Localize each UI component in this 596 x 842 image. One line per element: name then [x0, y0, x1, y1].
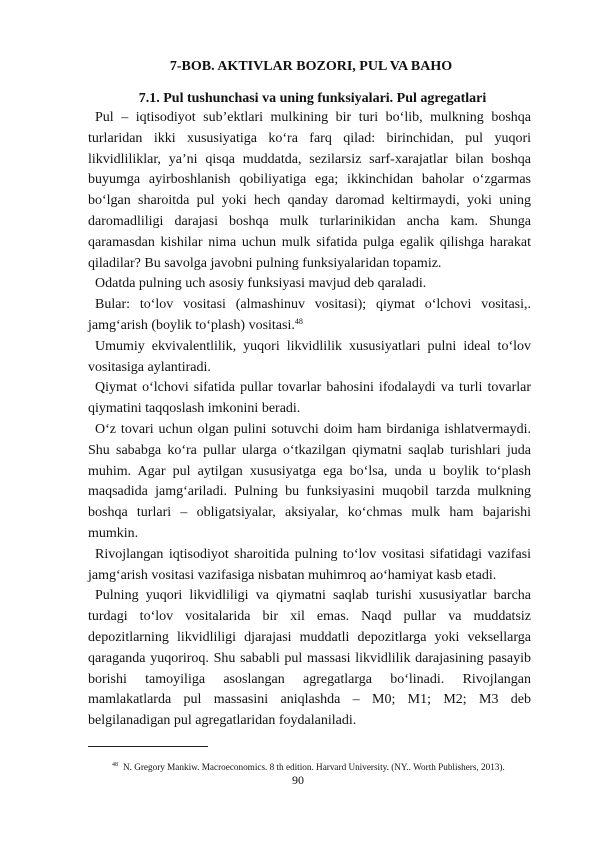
footnote-reference[interactable]: 48 — [294, 316, 303, 326]
page-body — [88, 58, 531, 732]
paragraph-3-text: Bular: to‘lov vositasi (almashinuv vositasi); qiymat o‘lchovi vositasi,. jamg‘arish (boylik to‘plash) vositasi. — [88, 297, 531, 333]
paragraph-1: Pul – iqtisodiyot sub’ektlari mulkining bir turi bo‘lib, mulkning boshqa turlaridan ikki xususiyatiga ko‘ra farq qilad: birinchidan, pul yuqori likvidliliklar, ya’ni qisqa muddatda, sezilarsiz sarf-xarajatlar bilan boshqa buyumga ayirboshlanish qobiliyatiga ega; ikkinchidan baholar o‘zgarmas bo‘lgan sharoitda pul yoki hech qanday daromad keltirmaydi, yoki uning daromadliligi darajasi boshqa mulk turlarinikidan ancha kam. Shunga qaramasdan kishilar nima uchun mulk sifatida pulga egalik qilishga harakat qiladilar? Bu savolga javobni pulning funksiyalaridan topamiz. — [88, 110, 531, 271]
paragraph-3 — [88, 295, 531, 337]
paragraph-5: Qiymat o‘lchovi sifatida pullar tovarlar bahosini ifodalaydi va turli tovarlar qiymatini taqqoslash imkonini beradi. — [88, 380, 531, 417]
paragraph-7: Rivojlangan iqtisodiyot sharoitida pulning to‘lov vositasi sifatidagi vazifasi jamg‘arish vositasi vazifasiga nisbatan muhimroq ao‘hamiyat kasb etadi. — [88, 546, 531, 583]
chapter-title: 7-BOB. AKTIVLAR BOZORI, PUL VA BAHO — [169, 59, 453, 74]
footnote-text: N. Gregory Mankiw. Macroeconomics. 8 th edition. Harvard University. (NY.. Worth Publishers, 2013). — [123, 762, 505, 772]
footnote-number: 48 — [112, 762, 118, 768]
paragraph-6: O‘z tovari uchun olgan pulini sotuvchi doim ham birdaniga ishlatvermaydi. Shu sababga ko‘ra pullar ularga o‘tkazilgan qiymatni saqlab turishlari juda muhim. Agar pul aytilgan xususiyatga ega bo‘lsa, unda u boylik to‘plash maqsadida jamg‘ariladi. Pulning bu funksiyasini muqobil tarzda mulkning boshqa turlari – obligatsiyalar, aksiyalar, ko‘chmas mulk ham bajarishi mumkin. — [88, 421, 531, 541]
page-number: 90 — [292, 773, 304, 787]
footnote — [112, 761, 532, 773]
footnote-divider — [88, 746, 208, 747]
paragraph-4: Umumiy ekvivalentlilik, yuqori likvidlilik xususiyatlari pulni ideal to‘lov vositasiga aylantiradi. — [88, 338, 531, 375]
section-title: 7.1. Pul tushunchasi va uning funksiyalari. Pul agregatlari — [138, 91, 487, 106]
paragraph-8: Pulning yuqori likvidliligi va qiymatni saqlab turishi xususiyatlar barcha turdagi to‘lov vositalarida bir xil emas. Naqd pullar va muddatsiz depozitlarning likvidliligi djarajasi muddatli depozitlarga yoki veksellarga qaraganda yuqoriroq. Shu sababli pul massasi likvidlilik darajasining pasayib borishi tamoyiliga asoslangan agregatlarga bo‘linadi. Rivojlangan mamlakatlarda pul massasini aniqlashda – M0; M1; M2; M3 deb belgilanadigan pul agregatlaridan foydalaniladi. — [88, 588, 531, 729]
paragraph-2: Odatda pulning uch asosiy funksiyasi mavjud deb qaraladi. — [95, 276, 427, 292]
